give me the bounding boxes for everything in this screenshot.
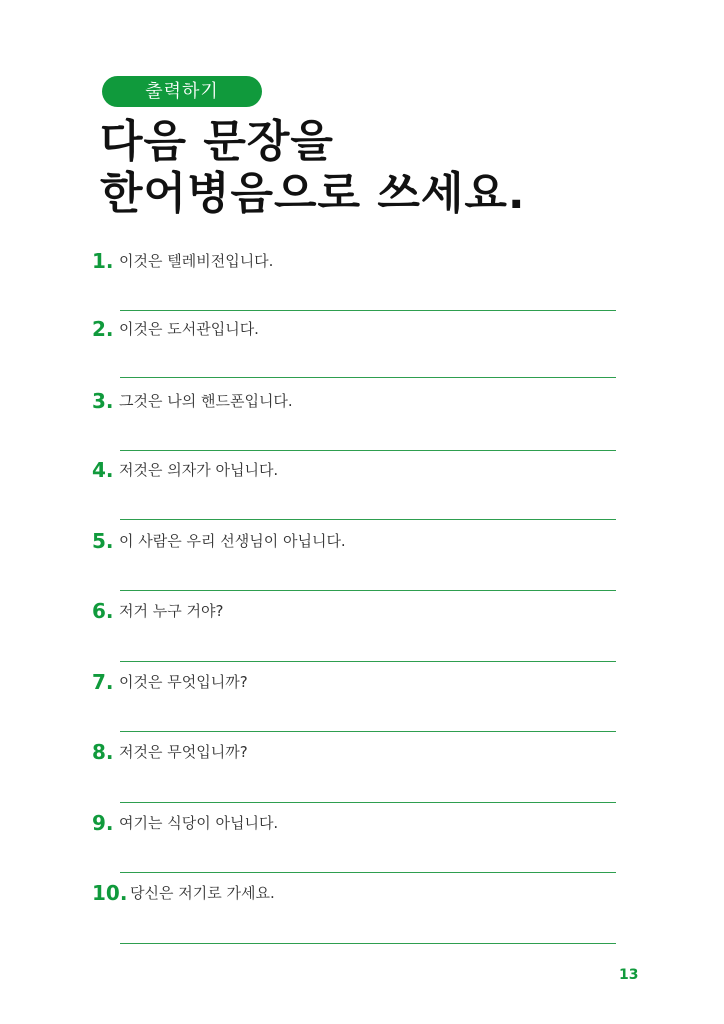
item-number: 8. <box>92 740 114 764</box>
answer-line[interactable] <box>120 661 616 662</box>
item-sentence: 그것은 나의 핸드폰입니다. <box>119 392 293 410</box>
item-number: 10. <box>92 881 128 905</box>
item-sentence: 저것은 의자가 아닙니다. <box>119 461 279 479</box>
answer-line[interactable] <box>120 943 616 944</box>
item-number: 6. <box>92 599 114 623</box>
item-sentence: 이것은 텔레비전입니다. <box>119 252 274 270</box>
answer-line[interactable] <box>120 310 616 311</box>
item-sentence: 이것은 무엇입니까? <box>119 673 248 691</box>
answer-line[interactable] <box>120 731 616 732</box>
answer-line[interactable] <box>120 450 616 451</box>
answer-line[interactable] <box>120 519 616 520</box>
page-title <box>100 116 526 220</box>
title-line-2: 한어병음으로 쓰세요. <box>100 168 526 219</box>
answer-line[interactable] <box>120 872 616 873</box>
item-number: 4. <box>92 458 114 482</box>
item-number: 3. <box>92 389 114 413</box>
item-number: 9. <box>92 811 114 835</box>
answer-line[interactable] <box>120 377 616 378</box>
item-sentence: 이것은 도서관입니다. <box>119 320 259 338</box>
title-line-1: 다음 문장을 <box>100 116 334 167</box>
item-number: 7. <box>92 670 114 694</box>
item-sentence: 저것은 무엇입니까? <box>119 743 248 761</box>
item-sentence: 당신은 저기로 가세요. <box>130 884 275 902</box>
item-number: 1. <box>92 249 114 273</box>
page-number: 13 <box>619 967 639 983</box>
item-sentence: 저거 누구 거야? <box>119 602 224 620</box>
item-sentence: 여기는 식당이 아닙니다. <box>119 814 279 832</box>
section-badge: 출력하기 <box>102 76 262 107</box>
item-number: 5. <box>92 529 114 553</box>
answer-line[interactable] <box>120 590 616 591</box>
answer-line[interactable] <box>120 802 616 803</box>
item-number: 2. <box>92 317 114 341</box>
item-sentence: 이 사람은 우리 선생님이 아닙니다. <box>119 532 346 550</box>
